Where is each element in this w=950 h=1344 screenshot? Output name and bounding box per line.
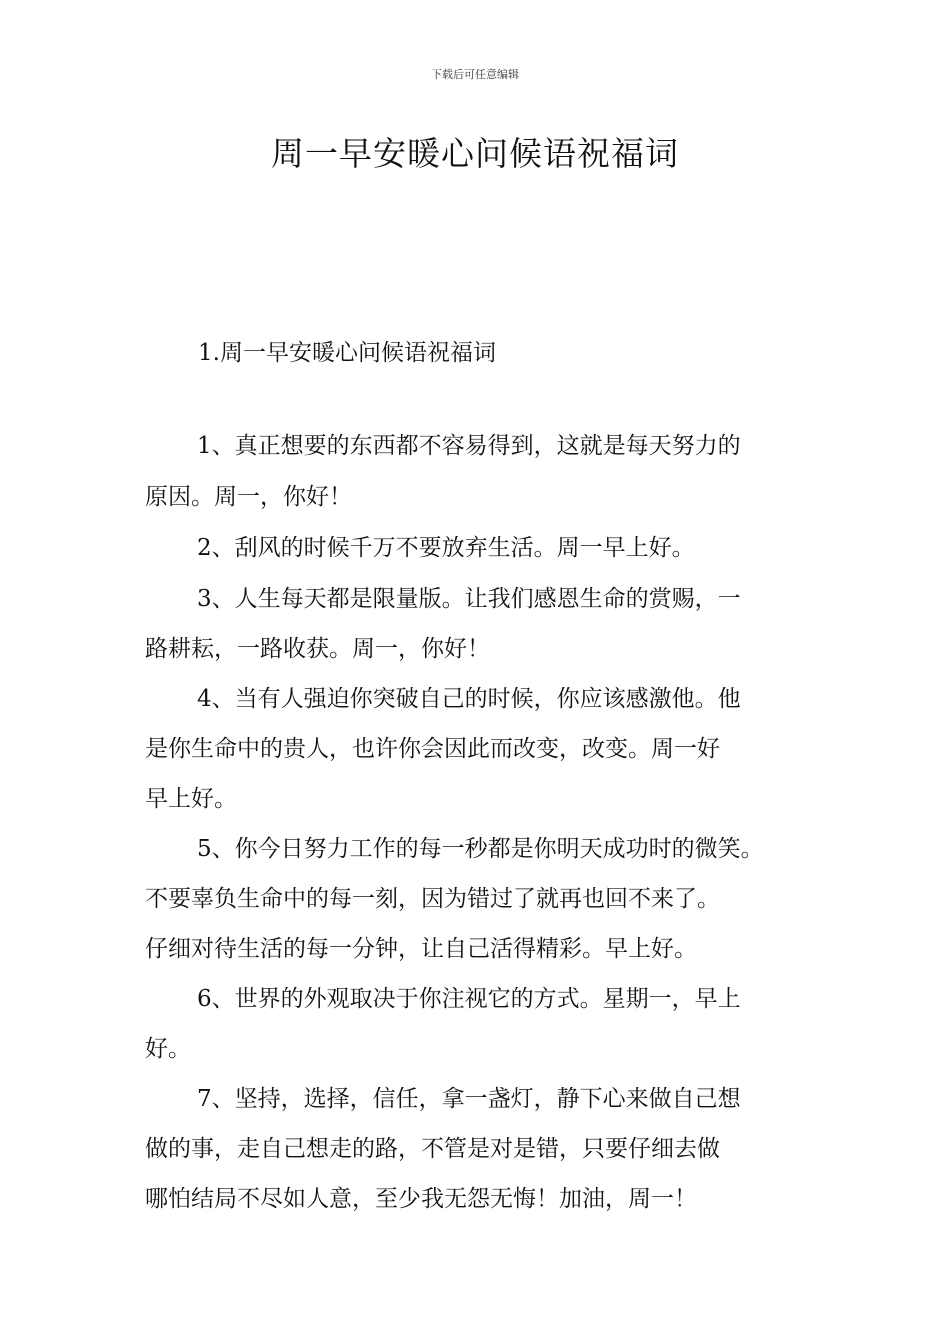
document-title: 周一早安暖心问候语祝福词 [271,134,679,173]
text-line: 3、人生每天都是限量版。让我们感恩生命的赏赐，一 [197,586,741,612]
text-line: 做的事，走自己想走的路，不管是对是错，只要仔细去做 [145,1136,720,1162]
text-line: 哪怕结局不尽如人意，至少我无怨无悔！加油，周一！ [145,1186,697,1212]
text-line: 仔细对待生活的每一分钟，让自己活得精彩。早上好。 [145,936,697,962]
header-note: 下载后可任意编辑 [431,68,519,81]
text-line: 好。 [145,1036,191,1062]
text-line: 路耕耘，一路收获。周一，你好！ [145,636,490,662]
text-line: 不要辜负生命中的每一刻，因为错过了就再也回不来了。 [145,886,720,912]
section-title: 1.周一早安暖心问候语祝福词 [198,340,496,366]
text-line: 是你生命中的贵人，也许你会因此而改变，改变。周一好 [145,736,720,762]
text-line: 早上好。 [145,786,237,812]
text-line: 原因。周一，你好！ [145,484,352,510]
text-line: 7、坚持，选择，信任，拿一盏灯，静下心来做自己想 [197,1086,741,1112]
text-line: 2、刮风的时候千万不要放弃生活。周一早上好。 [197,535,695,561]
text-line: 1、真正想要的东西都不容易得到，这就是每天努力的 [197,433,741,459]
text-line: 4、当有人强迫你突破自己的时候，你应该感激他。他 [197,686,741,712]
text-line: 6、世界的外观取决于你注视它的方式。星期一，早上 [197,986,741,1012]
text-line: 5、你今日努力工作的每一秒都是你明天成功时的微笑。 [197,836,764,862]
